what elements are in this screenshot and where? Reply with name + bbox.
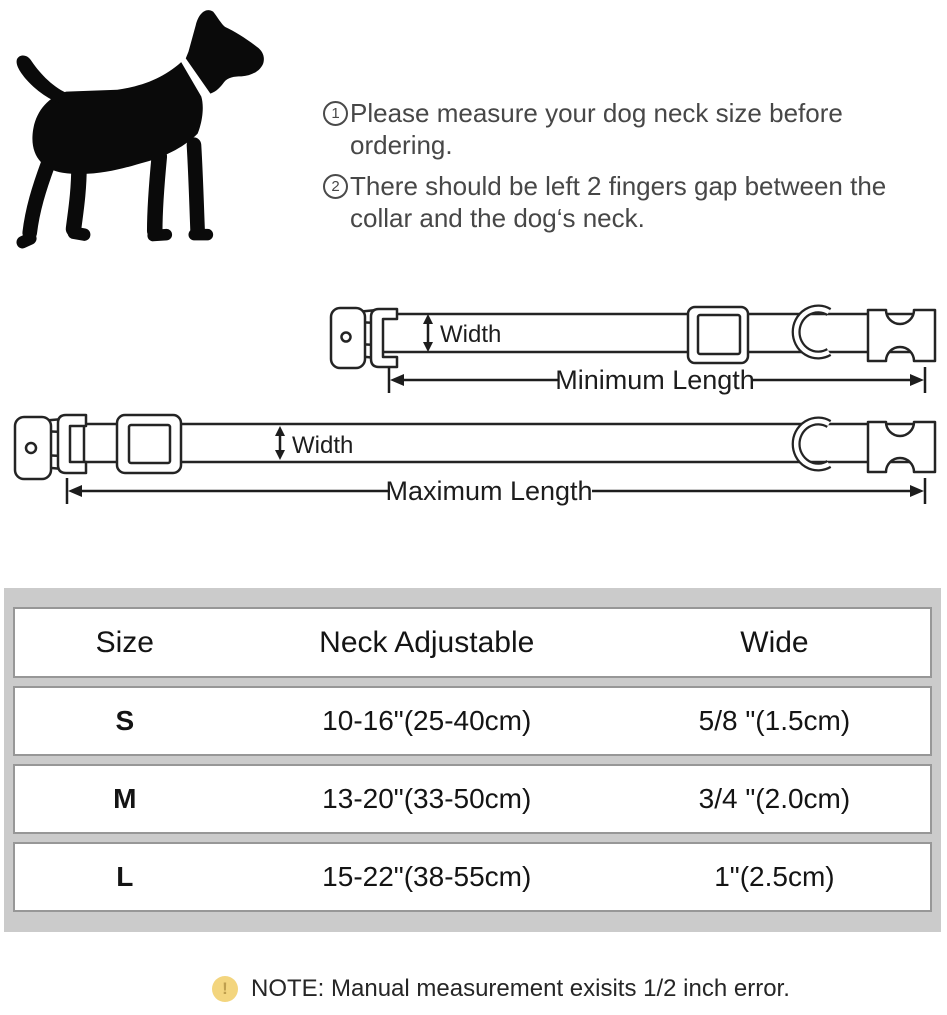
slider-buckle	[117, 415, 181, 473]
note-row	[212, 975, 790, 1003]
width-label-min: Width	[440, 321, 502, 348]
slider-buckle	[688, 307, 748, 363]
dog-tail	[17, 56, 70, 106]
dog-body-shapes	[17, 10, 264, 174]
instruction-item-1	[323, 97, 931, 161]
max-length-label: Maximum Length	[385, 476, 593, 506]
size-table	[4, 588, 941, 932]
instruction-text-1: Please measure your dog neck size before ordering.	[350, 98, 843, 160]
cell-wide: 1"(2.5cm)	[714, 861, 835, 892]
collar-diagram-min	[331, 307, 935, 395]
header-size: Size	[95, 625, 154, 659]
dog-torso	[32, 62, 202, 174]
cell-wide: 3/4 "(2.0cm)	[698, 783, 851, 814]
min-length-label: Minimum Length	[555, 365, 755, 395]
collar-diagrams	[0, 290, 947, 520]
collar-diagram-max	[15, 415, 935, 506]
circled-number-2-icon: 2	[323, 174, 348, 199]
note-text: NOTE: Manual measurement exisits 1/2 inch error.	[251, 975, 790, 1002]
size-row-s	[13, 686, 932, 756]
instruction-text-2: There should be left 2 fingers gap between the collar and the dog‘s neck.	[350, 171, 887, 233]
circled-number-1-icon: 1	[323, 101, 348, 126]
instruction-item-2	[323, 170, 931, 234]
cell-size: L	[116, 861, 134, 892]
instructions-list	[323, 97, 931, 243]
male-buckle	[15, 415, 86, 479]
header-neck-adjustable: Neck Adjustable	[319, 625, 535, 659]
cell-size: S	[115, 705, 135, 736]
cell-neck: 15-22"(38-55cm)	[322, 861, 532, 892]
cell-neck: 10-16"(25-40cm)	[322, 705, 532, 736]
cell-neck: 13-20"(33-50cm)	[322, 783, 532, 814]
exclamation-icon: !	[212, 976, 238, 1002]
header-wide: Wide	[740, 625, 809, 659]
size-table-header-row	[13, 607, 932, 678]
dog-head	[186, 10, 264, 94]
dog-silhouette	[6, 4, 298, 268]
cell-wide: 5/8 "(1.5cm)	[698, 705, 851, 736]
size-row-l	[13, 842, 932, 912]
width-label-max: Width	[292, 432, 354, 459]
size-row-m	[13, 764, 932, 834]
cell-size: M	[113, 783, 137, 814]
